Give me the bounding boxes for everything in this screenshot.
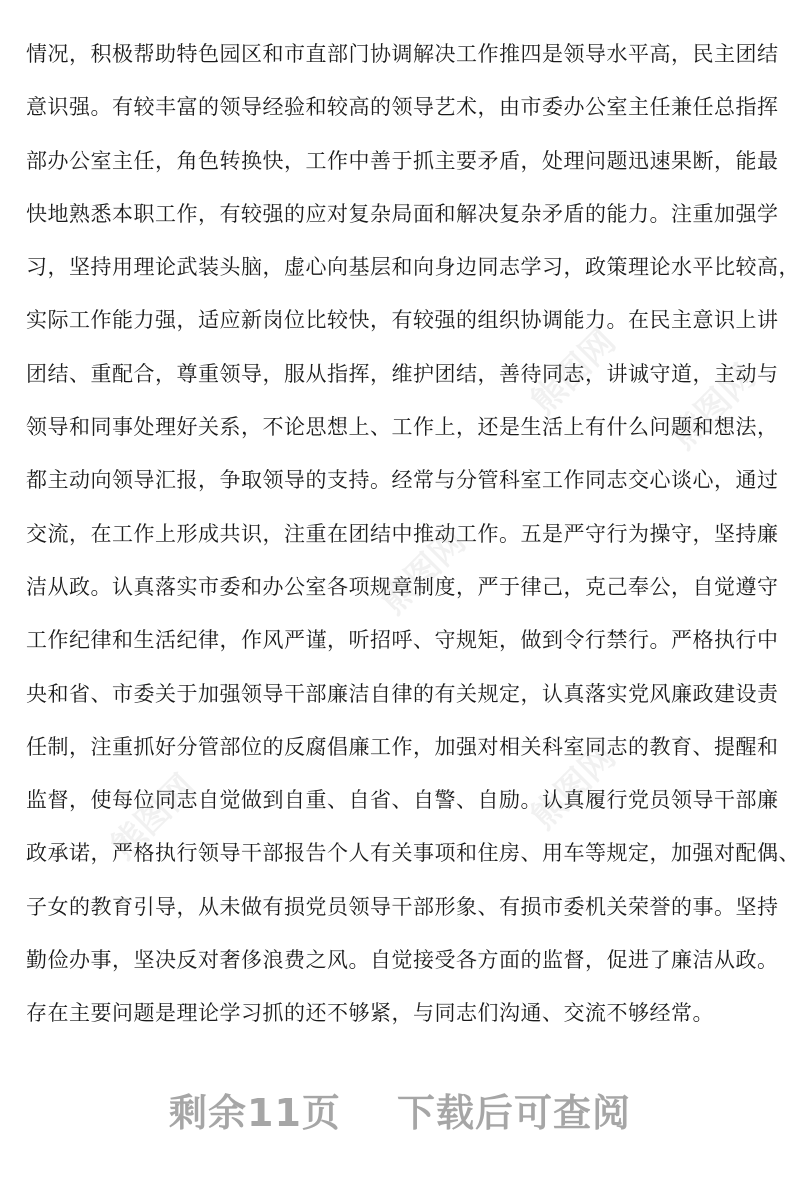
text-line: 都主动向领导汇报，争取领导的支持。经常与分管科室工作同志交心谈心，通过 <box>26 468 779 493</box>
text-line: 意识强。有较丰富的领导经验和较高的领导艺术，由市委办公室主任兼任总指挥 <box>26 95 779 120</box>
text-line: 交流，在工作上形成共识，注重在团结中推动工作。五是严守行为操守，坚持廉 <box>26 521 779 546</box>
text-line: 存在主要问题是理论学习抓的还不够紧，与同志们沟通、交流不够经常。 <box>26 1001 714 1026</box>
text-line: 快地熟悉本职工作，有较强的应对复杂局面和解决复杂矛盾的能力。注重加强学 <box>26 201 779 226</box>
watermark: 熊图网 <box>103 766 204 868</box>
text-line: 勤俭办事，坚决反对奢侈浪费之风。自觉接受各方面的监督，促进了廉洁从政。 <box>26 948 779 973</box>
text-line: 子女的教育引导，从未做有损党员领导干部形象、有损市委机关荣誉的事。坚持 <box>26 894 779 919</box>
text-line: 领导和同事处理好关系，不论思想上、工作上，还是生活上有什么问题和想法， <box>26 415 779 440</box>
text-line: 情况，积极帮助特色园区和市直部门协调解决工作推四是领导水平高，民主团结 <box>26 42 779 66</box>
download-prompt-label[interactable]: 下载后可查阅 <box>396 1091 631 1135</box>
text-line: 央和省、市委关于加强领导干部廉洁自律的有关规定，认真落实党风廉政建设责 <box>26 681 779 706</box>
watermark: 熊图网 <box>523 736 624 838</box>
watermark: 熊图网 <box>663 356 764 458</box>
text-line: 监督，使每位同志自觉做到自重、自省、自警、自励。认真履行党员领导干部廉 <box>26 788 779 813</box>
text-line: 团结、重配合，尊重领导，服从指挥，维护团结，善待同志，讲诚守道，主动与 <box>26 361 779 386</box>
watermark: 熊图网 <box>373 521 474 623</box>
watermark: 熊图网 <box>523 321 624 423</box>
remaining-pages-label: 剩余11页 <box>169 1091 341 1135</box>
text-line: 政承诺，严格执行领导干部报告个人有关事项和住房、用车等规定，加强对配偶、 <box>26 841 800 866</box>
text-line: 实际工作能力强，适应新岗位比较快，有较强的组织协调能力。在民主意识上讲 <box>26 308 779 333</box>
document-body <box>26 28 800 1041</box>
download-banner[interactable] <box>0 1082 800 1137</box>
text-line: 洁从政。认真落实市委和办公室各项规章制度，严于律己，克己奉公，自觉遵守 <box>26 574 779 599</box>
text-line: 工作纪律和生活纪律，作风严谨，听招呼、守规矩，做到令行禁行。严格执行中 <box>26 628 779 653</box>
text-line: 任制，注重抓好分管部位的反腐倡廉工作，加强对相关科室同志的教育、提醒和 <box>26 734 779 759</box>
text-line: 部办公室主任，角色转换快，工作中善于抓主要矛盾，处理问题迅速果断，能最 <box>26 148 779 173</box>
text-line: 习，坚持用理论武装头脑，虚心向基层和向身边同志学习，政策理论水平比较高， <box>26 255 800 280</box>
